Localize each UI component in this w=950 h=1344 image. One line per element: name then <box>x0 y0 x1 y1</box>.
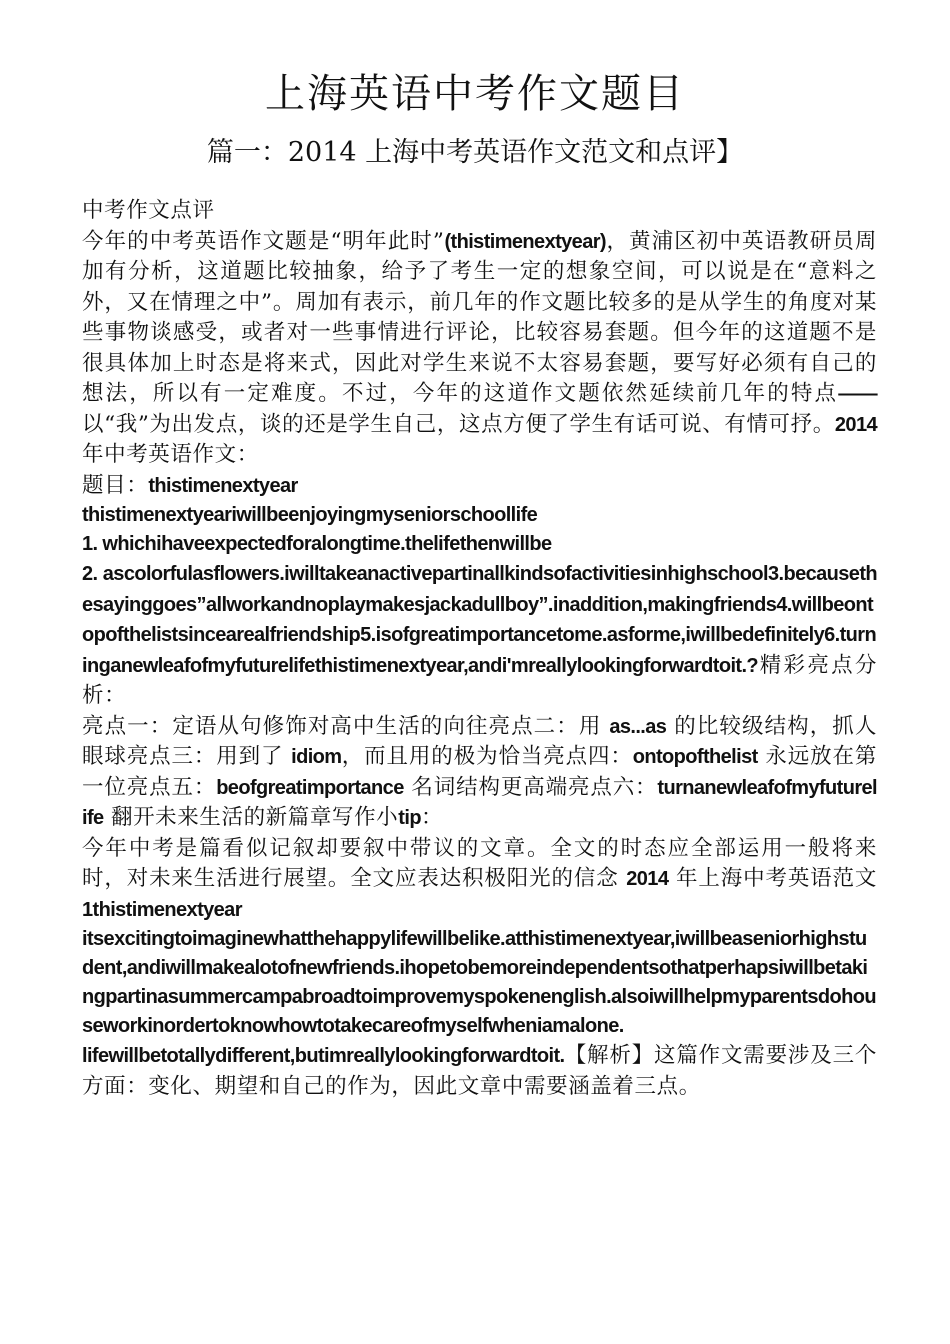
highlights-label: 精彩亮点分析： <box>82 652 877 708</box>
topic-english: thistimenextyear <box>148 474 298 497</box>
document-title: 上海英语中考作文题目 <box>265 71 685 117</box>
highlight-text-f: 翻开未来生活的新篇章写作小 <box>103 805 399 830</box>
highlight-english-1: as...as <box>609 715 667 738</box>
sample-essay-body: itsexcitingtoimaginewhatthehappylifewillbelike.atthistimenextyear,iwillbeaseniorhighstudent,andiwillmakealotofnewfriends.ihopetobemoreindependentsothatperhapsiwillbetakingpartinasummercampabroadtoimprovemyspokenenglish.alsoiwillhelpmyparentsdohouseworkinordertoknowhowtotakecareofmyselfwheniamalone. <box>82 928 876 1037</box>
essay-block <box>82 559 877 712</box>
document-subtitle: 篇一：2014 上海中考英语作文范文和点评】 <box>206 137 744 168</box>
highlight-english-5: turnanewleafofmyfuturelife <box>82 776 877 829</box>
intro-year: 2014 <box>834 413 877 436</box>
tips-year: 2014 <box>626 868 669 890</box>
highlight-text-c: ，而且用的极为恰当亮点四： <box>341 744 633 769</box>
paragraph-analysis <box>82 1041 877 1102</box>
intro-text-a: 今年的中考英语作文题是“明年此时” <box>82 228 445 254</box>
analysis-text: 【解析】这篇作文需要涉及三个方面：变化、期望和自己的作为，因此文章中需要涵盖着三点。 <box>82 1043 877 1099</box>
highlight-text-e: 名词结构更高端亮点六： <box>403 774 658 800</box>
highlight-text-b: 的比较级结构，抓人眼球亮点三：用到了 <box>82 713 877 769</box>
intro-text-d: 年中考英语作文： <box>82 442 259 467</box>
intro-dash: —— <box>838 383 877 405</box>
essay-line-1: thistimenextyeariwillbeenjoyingmyseniorschoollife <box>82 504 538 526</box>
highlight-english-2: idiom <box>291 746 342 768</box>
essay-line-3: 2. ascolorfulasflowers.iwilltakeanactivepartinallkindsofactivitiesinhighschool3.becausethesayinggoes”allworkandnoplaymakesjackadullboy”.inaddition,makingfriends4.willbeontopofthelistsincearealfriendship5.isofgreatimportancetome.asforme,iwillbedefinitely6.turninganewleafofmyfuturelifethistimenextyear,andi'mreallylookingforwardtoit.? <box>82 563 877 677</box>
paragraph-highlights <box>82 712 877 834</box>
section-heading: 中考作文点评 <box>82 198 215 223</box>
intro-text-c: 以“我”为出发点，谈的还是学生自己，这点方便了学生有话可说、有情可抒。 <box>82 411 835 437</box>
paragraph-tips <box>82 834 877 926</box>
topic-label: 题目： <box>82 472 149 498</box>
tips-text-a: 今年中考是篇看似记叙却要叙中带议的文章。全文的时态应全部运用一般将来时，对未来生活进行展望。全文应表达积极阳光的信念 <box>82 835 877 891</box>
highlight-english-3: ontopofthelist <box>632 746 758 768</box>
intro-text-b: ，黄浦区初中英语教研员周加有分析，这道题比较抽象，给予了考生一定的想象空间，可以说是在“意料之外，又在情理之中”。周加有表示，前几年的作文题比较多的是从学生的角度对某些事物谈感受，或者对一些事情进行评论，比较容易套题。但今年的这道题不是很具体加上时态是将来式，因此对学生来说不太容易套题，要写好必须有自己的想法，所以有一定难度。不过，今年的这道作文题依然延续前几年的特点 <box>82 228 878 406</box>
highlight-english-4: beofgreatimportance <box>216 776 404 799</box>
essay-line-2: 1. whichihaveexpectedforalongtime.thelifethenwillbe <box>82 533 552 555</box>
sample-essay-last-line: lifewillbetotallydifferent,butimreallylookingforwardtoit. <box>82 1045 565 1067</box>
tips-text-b: 年上海中考英语范文 <box>668 866 877 891</box>
tip-colon: ： <box>420 805 444 830</box>
sample-essay-title: 1thistimenextyear <box>82 898 242 921</box>
highlight-text-a: 亮点一：定语从句修饰对高中生活的向往亮点二：用 <box>82 713 610 739</box>
highlight-text-d: 永远放在第一位亮点五： <box>82 744 877 800</box>
intro-english-title: (thistimenextyear) <box>444 230 606 253</box>
document-body <box>82 196 877 1102</box>
topic-line <box>82 471 877 502</box>
paragraph-intro <box>82 227 877 471</box>
tip-english: tip <box>398 807 421 829</box>
